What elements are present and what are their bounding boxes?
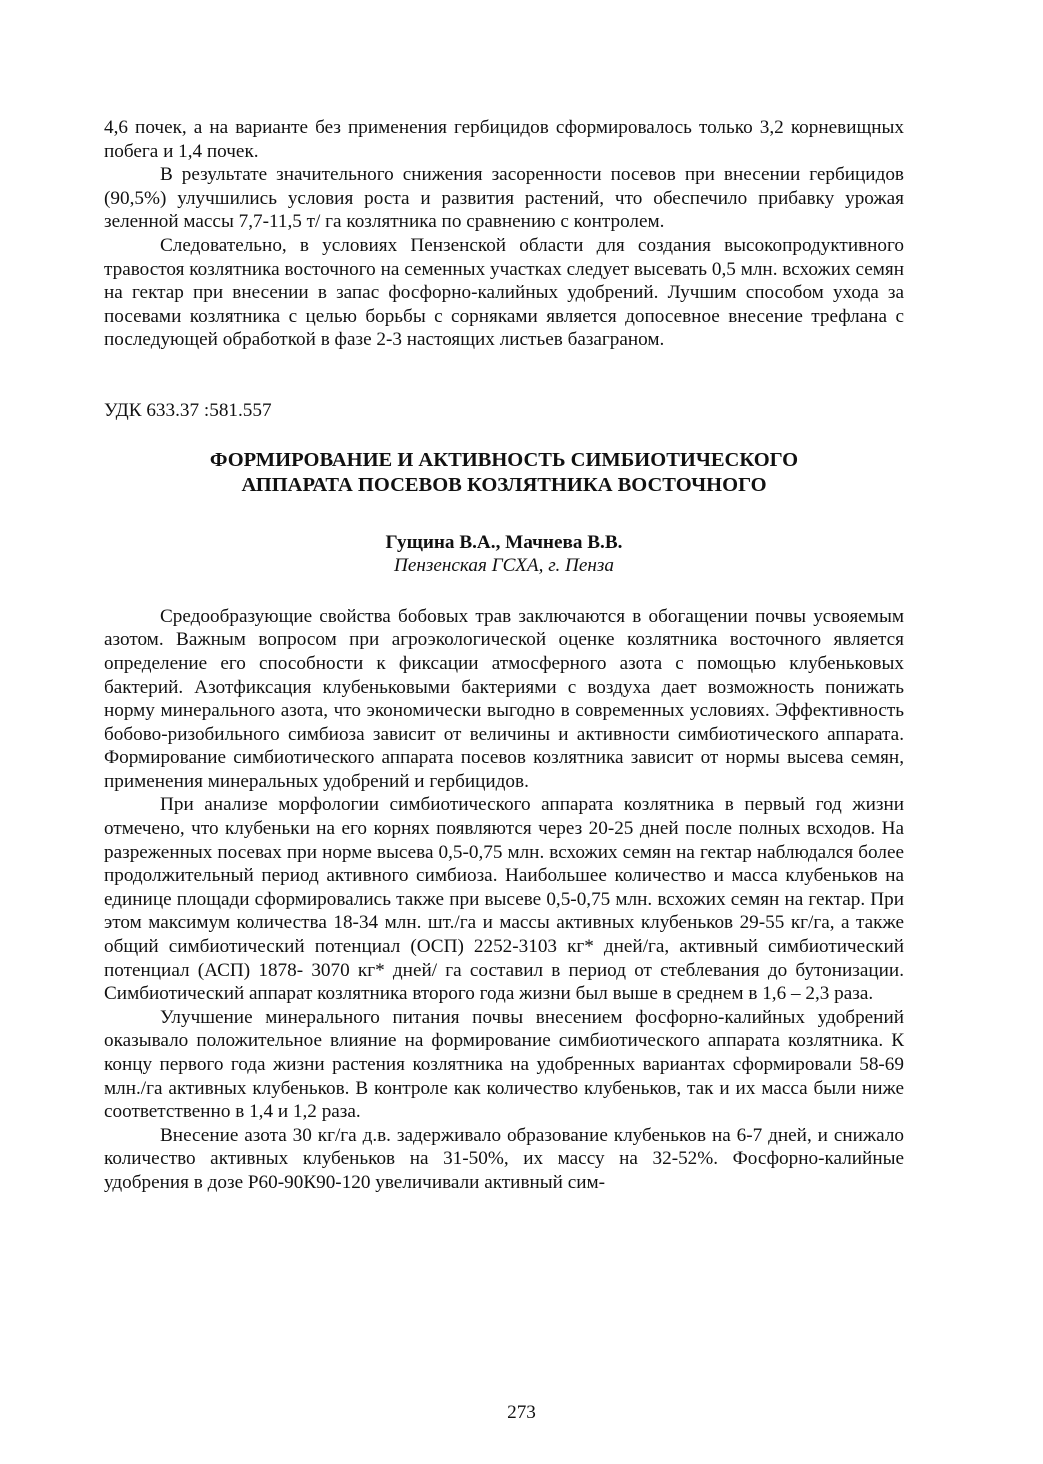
page-number: 273 xyxy=(507,1402,536,1423)
prev-paragraph-2: В результате значительного снижения засоренности посевов при внесении гербицидов (90,5%) улучшились условия роста и развития растений, что обеспечило прибавку урожая зеленной массы 7,7-11,5 т/ га козлятника по сравнению с контролем. xyxy=(104,164,904,233)
article-affiliation: Пензенская ГСХА, г. Пенза xyxy=(393,555,615,577)
article-title-line-1: ФОРМИРОВАНИЕ И АКТИВНОСТЬ СИМБИОТИЧЕСКОГО xyxy=(209,448,799,471)
article-paragraph-3: Улучшение минерального питания почвы внесением фосфорно-калийных удобрений оказывало положительное влияние на формирование симбиотического аппарата козлятника. К концу первого года жизни растения козлятника на удобренных вариантах сформировали 58-69 млн./га активных клубеньков. В контроле как количество клубеньков, так и их масса были ниже соответственно в 1,4 и 1,2 раза. xyxy=(104,1006,904,1123)
prev-paragraph-1: 4,6 почек, а на варианте без применения гербицидов сформировалось только 3,2 корневищных побега и 1,4 почек. xyxy=(104,117,904,162)
udk-code: УДК 633.37 :581.557 xyxy=(104,399,272,421)
article-authors: Гущина В.А., Мачнева В.В. xyxy=(385,531,623,553)
article-paragraph-4: Внесение азота 30 кг/га д.в. задерживало образование клубеньков на 6-7 дней, и снижало количество активных клубеньков на 31-50%, их массу на 32-52%. Фосфорно-калийные удобрения в дозе Р60-90К90-120 увеличивали активный сим- xyxy=(104,1124,904,1193)
article-paragraph-1: Средообразующие свойства бобовых трав заключаются в обогащении почвы усвояемым азотом. Важным вопросом при агроэкологической оценке козлятника восточного является определение его способности к фиксации атмосферного азота с помощью клубеньковых бактерий. Азотфиксация клубеньковыми бактериями с воздуха дает возможность понижать норму минерального азота, что экономически выгодно в современных условиях. Эффективность бобово-ризобильного симбиоза зависит от величины и активности симбиотического аппарата. Формирование симбиотического аппарата посевов козлятника зависит от нормы высева семян, применения минеральных удобрений и гербицидов. xyxy=(104,605,904,792)
article-title-line-2: АППАРАТА ПОСЕВОВ КОЗЛЯТНИКА ВОСТОЧНОГО xyxy=(241,474,767,497)
article-paragraph-2: При анализе морфологии симбиотического аппарата козлятника в первый год жизни отмечено, что клубеньки на его корнях появляются через 20-25 дней после полных всходов. На разреженных посевах при норме высева 0,5-0,75 млн. всхожих семян на гектар наблюдался более продолжительный период активного симбиоза. Наибольшее количество и масса клубеньков на единице площади сформировались также при высеве 0,5-0,75 млн. всхожих семян на гектар. При этом максимум количества 18-34 млн. шт./га и массы активных клубеньков 29-55 кг/га, а также общий симбиотический потенциал (ОСП) 2252-3103 кг* дней/га, активный симбиотический потенциал (АСП) 1878- 3070 кг* дней/ га составил в период от стеблевания до бутонизации. Симбиотический аппарат козлятника второго года жизни был выше в среднем в 1,6 – 2,3 раза. xyxy=(104,794,904,1005)
prev-paragraph-3: Следовательно, в условиях Пензенской области для создания высокопродуктивного травостоя козлятника восточного на семенных участках следует высевать 0,5 млн. всхожих семян на гектар при внесении в запас фосфорно-калийных удобрений. Лучшим способом ухода за посевами козлятника с целью борьбы с сорняками является допосевное внесение трефлана с последующей обработкой в фазе 2-3 настоящих листьев базаграном. xyxy=(104,234,904,351)
article-title xyxy=(104,448,904,499)
page-body xyxy=(104,116,904,1195)
